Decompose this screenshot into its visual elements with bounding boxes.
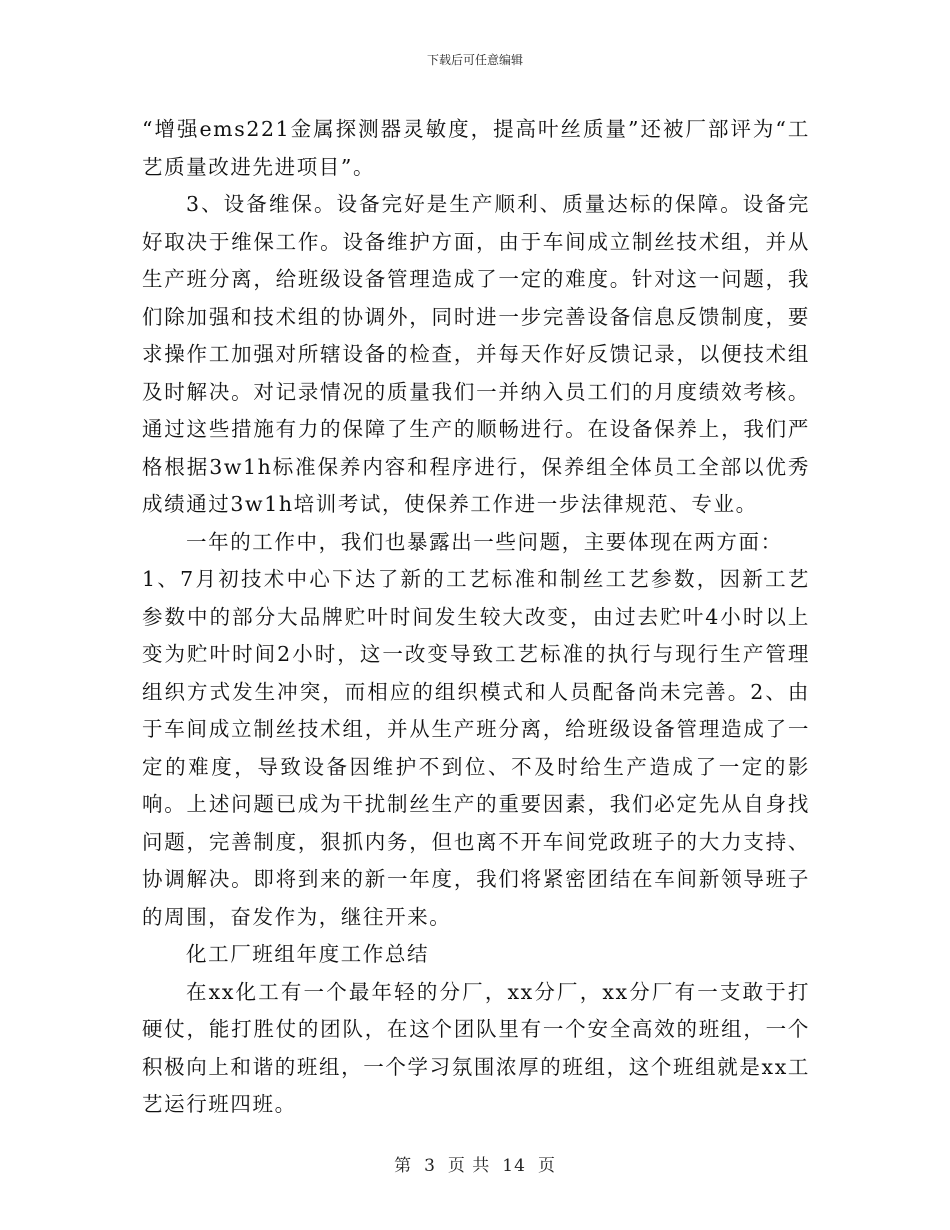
page-footer	[0, 1155, 950, 1177]
total-page-count: 14	[502, 1156, 526, 1176]
paragraph-equipment-maintenance: 3、设备维保。设备完好是生产顺利、质量达标的保障。设备完好取决于维保工作。设备维护方面，由于车间成立制丝技术组，并从生产班分离，给班级设备管理造成了一定的难度。针对这一问题，我们除加强和技术组的协调外，同时进一步完善设备信息反馈制度，要求操作工加强对所辖设备的检查，并每天作好反馈记录，以便技术组及时解决。对记录情况的质量我们一并纳入员工们的月度绩效考核。通过这些措施有力的保障了生产的顺畅进行。在设备保养上，我们严格根据3w1h标准保养内容和程序进行，保养组全体员工全部以优秀成绩通过3w1h培训考试，使保养工作进一步法律规范、专业。	[142, 192, 810, 516]
paragraph-problems-intro: 一年的工作中，我们也暴露出一些问题，主要体现在两方面：	[186, 529, 783, 554]
section-title: 化工厂班组年度工作总结	[186, 942, 430, 966]
current-page-number: 3	[424, 1156, 436, 1176]
document-body	[142, 111, 810, 1124]
paragraph-continuation: “增强ems221金属探测器灵敏度，提高叶丝质量”还被厂部评为“工艺质量改进先进项目”。	[142, 117, 810, 179]
paragraph-team-intro: 在xx化工有一个最年轻的分厂，xx分厂，xx分厂有一支敢于打硬仗，能打胜仗的团队，在这个团队里有一个安全高效的班组，一个积极向上和谐的班组，一个学习氛围浓厚的班组，这个班组就是xx工艺运行班四班。	[142, 979, 810, 1116]
page-header: 下载后可任意编辑	[426, 53, 523, 67]
footer-prefix: 第	[394, 1156, 413, 1176]
paragraph-problems-detail: 1、7月初技术中心下达了新的工艺标准和制丝工艺参数，因新工艺参数中的部分大品牌贮叶时间发生较大改变，由过去贮叶4小时以上变为贮叶时间2小时，这一改变导致工艺标准的执行与现行生产管理组织方式发生冲突，而相应的组织模式和人员配备尚未完善。2、由于车间成立制丝技术组，并从生产班分离，给班级设备管理造成了一定的难度，导致设备因维护不到位、不及时给生产造成了一定的影响。上述问题已成为干扰制丝生产的重要因素，我们必定先从自身找问题，完善制度，狠抓内务，但也离不开车间党政班子的大力支持、协调解决。即将到来的新一年度，我们将紧密团结在车间新领导班子的周围，奋发作为，继往开来。	[142, 567, 810, 929]
footer-middle: 页 共	[447, 1156, 491, 1176]
footer-suffix: 页	[537, 1156, 556, 1176]
